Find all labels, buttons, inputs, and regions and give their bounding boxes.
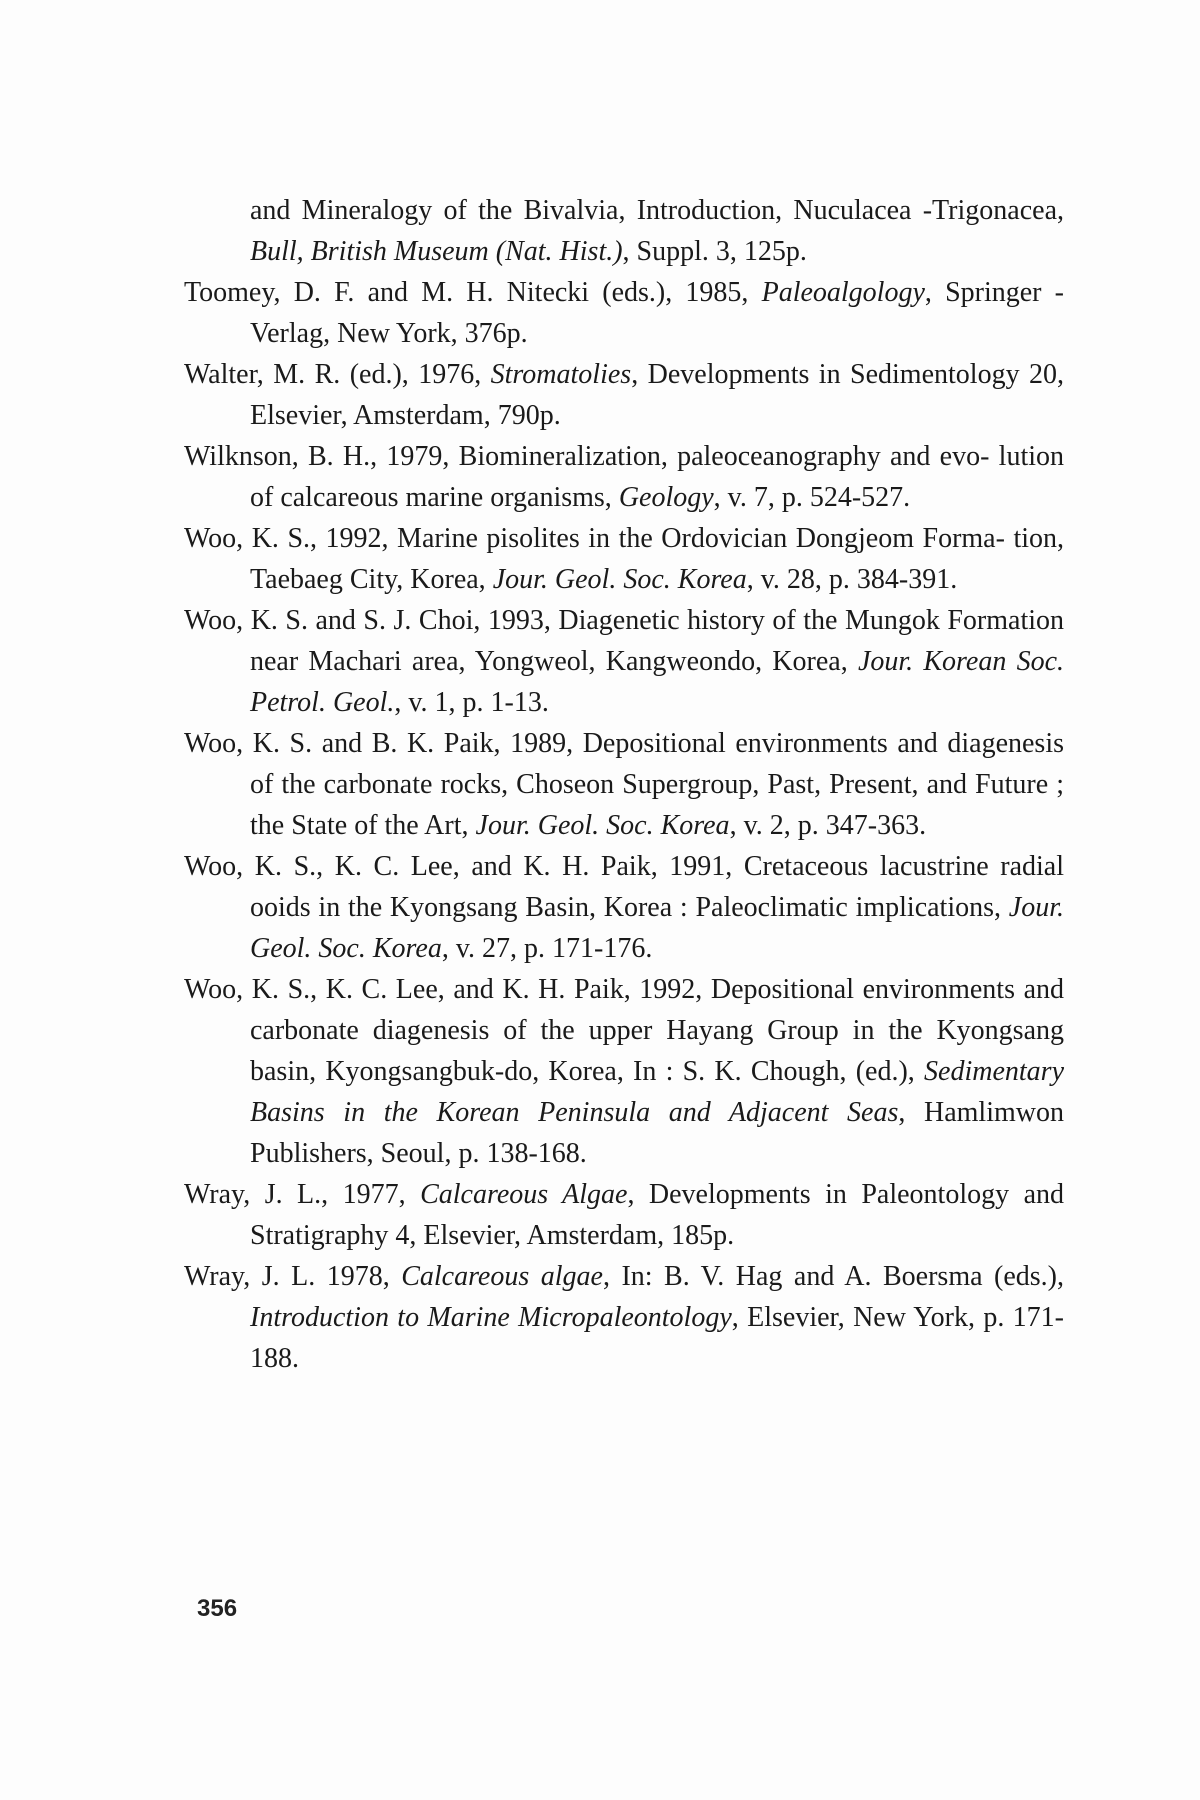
reference-text: , Hamlimwon Publishers, Seoul, p. 138-168.: [250, 1097, 1064, 1169]
reference-title: Jour. Geol. Soc. Korea: [475, 810, 730, 841]
reference-title: Bull, British Museum (Nat. Hist.): [250, 236, 623, 267]
reference-text: , Suppl. 3, 125p.: [622, 236, 807, 267]
reference-entry-ref-continuation: [184, 190, 1064, 272]
reference-entry-toomey: [184, 272, 1064, 354]
reference-title: Calcareous Algae: [420, 1179, 628, 1210]
reference-text: Woo, K. S. and S. J. Choi, 1993, Diagenetic history of the Mungok Formation near Machari area, Yongweol, Kangweondo, Korea,: [184, 605, 1064, 677]
reference-title: Paleoalgology: [761, 277, 925, 308]
reference-title: Jour. Geol. Soc. Korea: [250, 892, 1064, 964]
reference-text: Wray, J. L. 1978,: [184, 1261, 402, 1292]
reference-entry-woo-choi-1993: [184, 600, 1064, 723]
reference-text: , v. 7, p. 524-527.: [713, 482, 911, 513]
reference-entry-woo-lee-paik-1992: [184, 969, 1064, 1174]
reference-text: , Springer -Verlag, New York, 376p.: [250, 277, 1064, 349]
reference-text: Wilknson, B. H., 1979, Biomineralization, paleoceanography and evo- lution of calcareous marine organisms,: [184, 441, 1064, 513]
reference-entry-woo-paik-1989: [184, 723, 1064, 846]
reference-title: Stromatolies: [490, 359, 632, 390]
reference-title: Introduction to Marine Micropaleontology: [250, 1302, 732, 1333]
reference-text: Woo, K. S. and B. K. Paik, 1989, Depositional environments and diagenesis of the carbonate rocks, Choseon Supergroup, Past, Present, and Future ; the State of the Art,: [184, 728, 1064, 841]
reference-text: Woo, K. S., 1992, Marine pisolites in the Ordovician Dongjeom Forma- tion, Taebaeg City, Korea,: [184, 523, 1064, 595]
reference-text: Wray, J. L., 1977,: [184, 1179, 421, 1210]
reference-entry-wray-1977: [184, 1174, 1064, 1256]
reference-text: Toomey, D. F. and M. H. Nitecki (eds.), 1985,: [184, 277, 762, 308]
reference-text: , Developments in Sedimentology 20, Elsevier, Amsterdam, 790p.: [250, 359, 1065, 431]
reference-title: Calcareous algae: [401, 1261, 603, 1292]
reference-text: Woo, K. S., K. C. Lee, and K. H. Paik, 1991, Cretaceous lacustrine radial ooids in the Kyongsang Basin, Korea : Paleoclimatic implications,: [184, 851, 1064, 923]
reference-list: [184, 190, 1064, 1379]
reference-text: , v. 28, p. 384-391.: [746, 564, 958, 595]
reference-title: Jour. Geol. Soc. Korea: [492, 564, 747, 595]
reference-text: Woo, K. S., K. C. Lee, and K. H. Paik, 1992, Depositional environments and carbonate diagenesis of the upper Hayang Group in the Kyongsang basin, Kyongsangbuk-do, Korea, In : S. K. Chough, (ed.),: [184, 974, 1064, 1087]
reference-entry-walter: [184, 354, 1064, 436]
reference-text: , v. 27, p. 171-176.: [441, 933, 653, 964]
reference-text: and Mineralogy of the Bivalvia, Introduction, Nuculacea -Trigonacea,: [250, 195, 1064, 226]
reference-entry-woo-lee-paik-1991: [184, 846, 1064, 969]
reference-text: Walter, M. R. (ed.), 1976,: [184, 359, 491, 390]
reference-text: , Developments in Paleontology and Stratigraphy 4, Elsevier, Amsterdam, 185p.: [250, 1179, 1064, 1251]
reference-entry-woo-1992-a: [184, 518, 1064, 600]
reference-text: , v. 2, p. 347-363.: [729, 810, 927, 841]
reference-title: Jour. Korean Soc. Petrol. Geol.: [250, 646, 1064, 718]
reference-text: , Elsevier, New York, p. 171-188.: [250, 1302, 1064, 1374]
reference-text: , In: B. V. Hag and A. Boersma (eds.),: [602, 1261, 1064, 1292]
reference-title: Sedimentary Basins in the Korean Peninsula and Adjacent Seas: [250, 1056, 1064, 1128]
reference-text: , v. 1, p. 1-13.: [394, 687, 549, 718]
reference-entry-wray-1978: [184, 1256, 1064, 1379]
page-number: 356: [197, 1595, 238, 1622]
reference-title: Geology: [618, 482, 714, 513]
reference-entry-wilknson: [184, 436, 1064, 518]
